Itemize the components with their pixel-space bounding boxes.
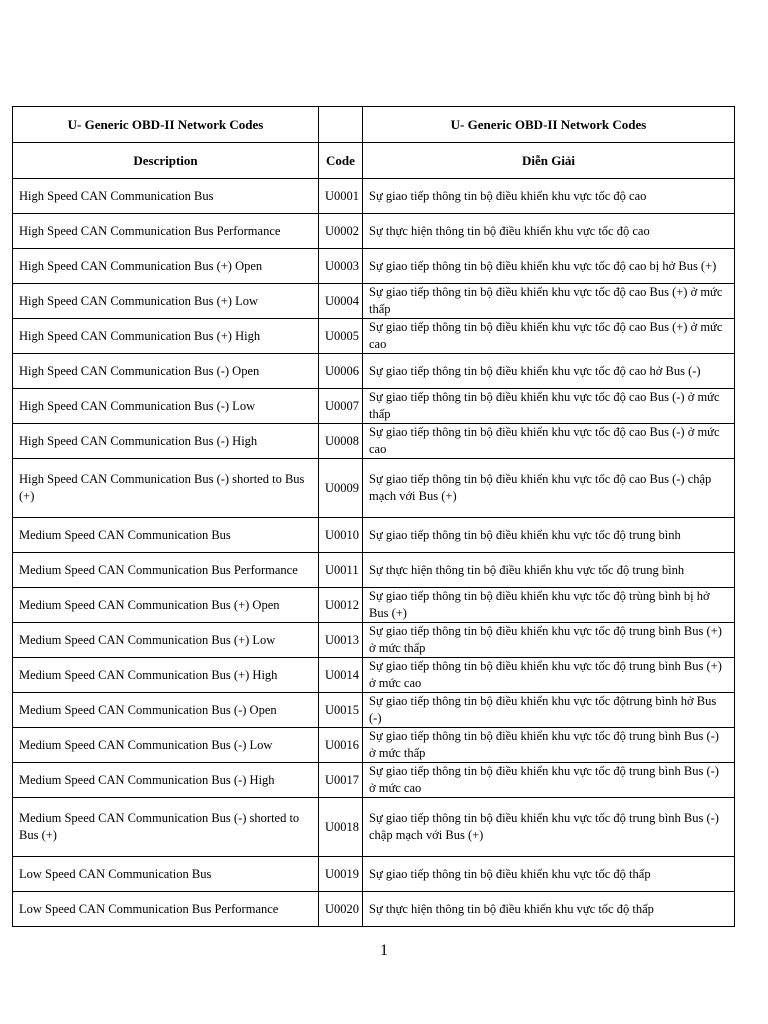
row-code: U0017 <box>319 763 363 798</box>
row-code: U0016 <box>319 728 363 763</box>
row-explanation: Sự thực hiện thông tin bộ điều khiển khu vực tốc độ trung bình <box>363 553 735 588</box>
table-row <box>13 728 735 763</box>
row-explanation: Sự thực hiện thông tin bộ điều khiển khu vực tốc độ thấp <box>363 892 735 927</box>
row-explanation: Sự thực hiện thông tin bộ điều khiển khu vực tốc độ cao <box>363 214 735 249</box>
column-header-code: Code <box>319 143 363 179</box>
row-explanation: Sự giao tiếp thông tin bộ điều khiển khu vực tốc độ cao Bus (+) ở mức cao <box>363 319 735 354</box>
row-explanation: Sự giao tiếp thông tin bộ điều khiển khu vực tốc độ trùng bình bị hở Bus (+) <box>363 588 735 623</box>
table-row <box>13 214 735 249</box>
row-code: U0004 <box>319 284 363 319</box>
table-body <box>13 107 735 927</box>
table-title-right: U- Generic OBD-II Network Codes <box>363 107 735 143</box>
row-code: U0002 <box>319 214 363 249</box>
row-code: U0020 <box>319 892 363 927</box>
row-code: U0013 <box>319 623 363 658</box>
row-code: U0014 <box>319 658 363 693</box>
row-description: Medium Speed CAN Communication Bus (-) shorted to Bus (+) <box>13 798 319 857</box>
table-row <box>13 763 735 798</box>
row-code: U0011 <box>319 553 363 588</box>
row-explanation: Sự giao tiếp thông tin bộ điều khiển khu vực tốc độ trung bình Bus (-) ở mức thấp <box>363 728 735 763</box>
row-description: Medium Speed CAN Communication Bus (+) Open <box>13 588 319 623</box>
row-description: Low Speed CAN Communication Bus <box>13 857 319 892</box>
row-description: Medium Speed CAN Communication Bus (-) Low <box>13 728 319 763</box>
row-explanation: Sự giao tiếp thông tin bộ điều khiển khu vực tốc độtrung bình hở Bus (-) <box>363 693 735 728</box>
network-codes-table <box>12 106 735 927</box>
table-row <box>13 249 735 284</box>
table-title-left: U- Generic OBD-II Network Codes <box>13 107 319 143</box>
table-row <box>13 319 735 354</box>
table-row <box>13 857 735 892</box>
table-row <box>13 553 735 588</box>
row-code: U0008 <box>319 424 363 459</box>
table-row <box>13 424 735 459</box>
row-explanation: Sự giao tiếp thông tin bộ điều khiển khu vực tốc độ trung bình Bus (-) chập mạch với Bus (+) <box>363 798 735 857</box>
table-title-empty-cell <box>319 107 363 143</box>
row-code: U0007 <box>319 389 363 424</box>
column-header-description: Description <box>13 143 319 179</box>
row-explanation: Sự giao tiếp thông tin bộ điều khiển khu vực tốc độ trung bình <box>363 518 735 553</box>
row-description: High Speed CAN Communication Bus <box>13 179 319 214</box>
row-code: U0001 <box>319 179 363 214</box>
row-explanation: Sự giao tiếp thông tin bộ điều khiển khu vực tốc độ cao Bus (-) chập mạch với Bus (+) <box>363 459 735 518</box>
table-row <box>13 623 735 658</box>
row-description: High Speed CAN Communication Bus (+) High <box>13 319 319 354</box>
row-description: High Speed CAN Communication Bus (-) Open <box>13 354 319 389</box>
table-row <box>13 798 735 857</box>
column-header-explanation: Diễn Giải <box>363 143 735 179</box>
table-row <box>13 459 735 518</box>
table-row <box>13 284 735 319</box>
table-row <box>13 588 735 623</box>
row-code: U0010 <box>319 518 363 553</box>
row-description: Medium Speed CAN Communication Bus (-) Open <box>13 693 319 728</box>
row-description: Medium Speed CAN Communication Bus <box>13 518 319 553</box>
row-code: U0006 <box>319 354 363 389</box>
row-code: U0012 <box>319 588 363 623</box>
row-description: High Speed CAN Communication Bus (+) Open <box>13 249 319 284</box>
row-code: U0018 <box>319 798 363 857</box>
table-title-row <box>13 107 735 143</box>
row-code: U0005 <box>319 319 363 354</box>
table-row <box>13 658 735 693</box>
page-number: 1 <box>380 942 388 959</box>
row-description: High Speed CAN Communication Bus (-) High <box>13 424 319 459</box>
row-explanation: Sự giao tiếp thông tin bộ điều khiển khu vực tốc độ thấp <box>363 857 735 892</box>
row-explanation: Sự giao tiếp thông tin bộ điều khiển khu vực tốc độ trung bình Bus (+) ở mức cao <box>363 658 735 693</box>
row-description: High Speed CAN Communication Bus (+) Low <box>13 284 319 319</box>
table-row <box>13 179 735 214</box>
row-description: High Speed CAN Communication Bus (-) shorted to Bus (+) <box>13 459 319 518</box>
row-explanation: Sự giao tiếp thông tin bộ điều khiển khu vực tốc độ cao bị hở Bus (+) <box>363 249 735 284</box>
row-explanation: Sự giao tiếp thông tin bộ điều khiển khu vực tốc độ cao Bus (-) ở mức cao <box>363 424 735 459</box>
row-description: Medium Speed CAN Communication Bus (-) High <box>13 763 319 798</box>
table-row <box>13 693 735 728</box>
row-description: Medium Speed CAN Communication Bus (+) High <box>13 658 319 693</box>
table-header-row <box>13 143 735 179</box>
row-description: Medium Speed CAN Communication Bus (+) Low <box>13 623 319 658</box>
row-code: U0015 <box>319 693 363 728</box>
row-explanation: Sự giao tiếp thông tin bộ điều khiển khu vực tốc độ cao Bus (-) ở mức thấp <box>363 389 735 424</box>
row-explanation: Sự giao tiếp thông tin bộ điều khiển khu vực tốc độ trung bình Bus (+) ở mức thấp <box>363 623 735 658</box>
row-code: U0003 <box>319 249 363 284</box>
table-row <box>13 389 735 424</box>
row-explanation: Sự giao tiếp thông tin bộ điều khiển khu vực tốc độ cao hở Bus (-) <box>363 354 735 389</box>
row-explanation: Sự giao tiếp thông tin bộ điều khiển khu vực tốc độ trung bình Bus (-) ở mức cao <box>363 763 735 798</box>
table-row <box>13 354 735 389</box>
table-row <box>13 892 735 927</box>
row-explanation: Sự giao tiếp thông tin bộ điều khiển khu vực tốc độ cao Bus (+) ở mức thấp <box>363 284 735 319</box>
row-explanation: Sự giao tiếp thông tin bộ điều khiển khu vực tốc độ cao <box>363 179 735 214</box>
row-description: High Speed CAN Communication Bus Performance <box>13 214 319 249</box>
row-description: Low Speed CAN Communication Bus Performance <box>13 892 319 927</box>
row-description: Medium Speed CAN Communication Bus Performance <box>13 553 319 588</box>
row-code: U0009 <box>319 459 363 518</box>
row-code: U0019 <box>319 857 363 892</box>
row-description: High Speed CAN Communication Bus (-) Low <box>13 389 319 424</box>
table-row <box>13 518 735 553</box>
